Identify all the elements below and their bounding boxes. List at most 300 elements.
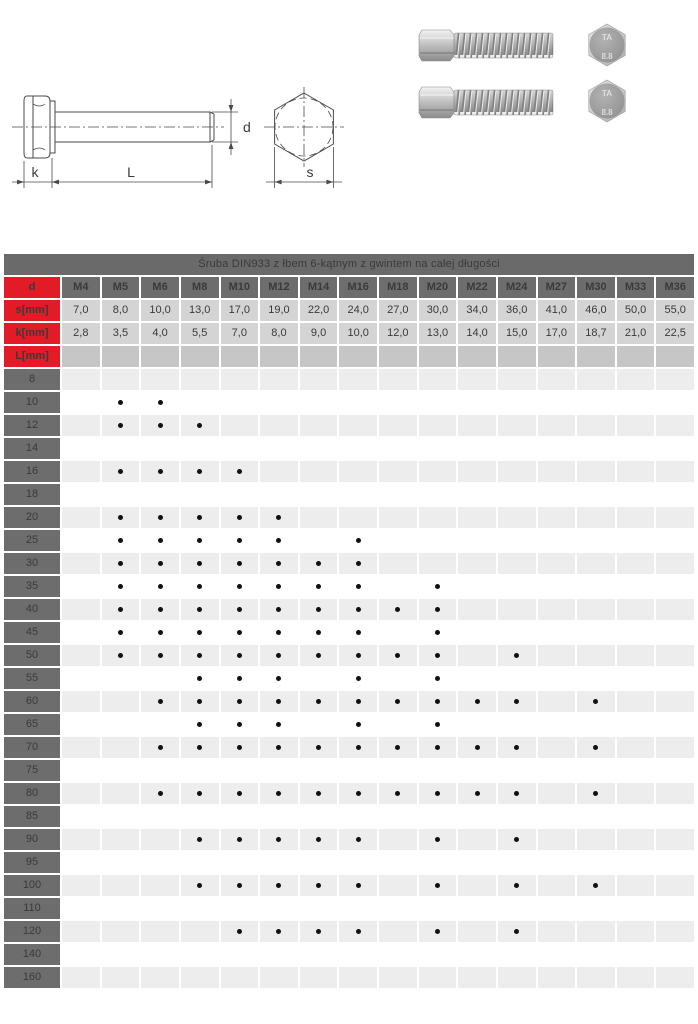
avail-cell-14-M36 (656, 438, 694, 459)
availability-dot (435, 607, 440, 612)
bolt-side-view-drawing (12, 96, 238, 188)
avail-cell-85-M10 (221, 806, 259, 827)
avail-cell-85-M14 (300, 806, 338, 827)
avail-cell-14-M22 (458, 438, 496, 459)
k-dimension-row (4, 323, 694, 344)
k-value-M4: 2,8 (62, 323, 100, 344)
avail-cell-16-M24 (498, 461, 536, 482)
avail-cell-160-M30 (577, 967, 615, 988)
avail-cell-75-M6 (141, 760, 179, 781)
avail-cell-8-M36 (656, 369, 694, 390)
avail-cell-10-M8 (181, 392, 219, 413)
length-row-8 (4, 369, 694, 390)
avail-cell-40-M16 (339, 599, 377, 620)
avail-cell-65-M20 (419, 714, 457, 735)
avail-cell-55-M14 (300, 668, 338, 689)
length-row-50 (4, 645, 694, 666)
avail-cell-160-M4 (62, 967, 100, 988)
k-row-label: k[mm] (4, 323, 60, 344)
avail-cell-8-M20 (419, 369, 457, 390)
availability-dot (593, 883, 598, 888)
l-spacer-M10 (221, 346, 259, 367)
length-label-110: 110 (4, 898, 60, 919)
avail-cell-16-M10 (221, 461, 259, 482)
k-value-M27: 17,0 (538, 323, 576, 344)
availability-dot (118, 653, 123, 658)
availability-dot (475, 791, 480, 796)
avail-cell-30-M30 (577, 553, 615, 574)
avail-cell-70-M20 (419, 737, 457, 758)
availability-dot (276, 929, 281, 934)
avail-cell-16-M27 (538, 461, 576, 482)
k-value-M8: 5,5 (181, 323, 219, 344)
length-row-65 (4, 714, 694, 735)
avail-cell-110-M16 (339, 898, 377, 919)
length-row-100 (4, 875, 694, 896)
avail-cell-140-M16 (339, 944, 377, 965)
avail-cell-35-M6 (141, 576, 179, 597)
col-header-d: d (4, 277, 60, 298)
avail-cell-40-M27 (538, 599, 576, 620)
avail-cell-80-M20 (419, 783, 457, 804)
avail-cell-95-M12 (260, 852, 298, 873)
s-value-M10: 17,0 (221, 300, 259, 321)
avail-cell-45-M4 (62, 622, 100, 643)
col-header-M4: M4 (62, 277, 100, 298)
s-value-M8: 13,0 (181, 300, 219, 321)
avail-cell-140-M14 (300, 944, 338, 965)
l-spacer-M6 (141, 346, 179, 367)
avail-cell-110-M24 (498, 898, 536, 919)
avail-cell-95-M8 (181, 852, 219, 873)
length-row-25 (4, 530, 694, 551)
avail-cell-14-M5 (102, 438, 140, 459)
avail-cell-20-M6 (141, 507, 179, 528)
avail-cell-70-M27 (538, 737, 576, 758)
avail-cell-10-M6 (141, 392, 179, 413)
avail-cell-16-M12 (260, 461, 298, 482)
avail-cell-10-M16 (339, 392, 377, 413)
availability-dot (158, 630, 163, 635)
length-label-100: 100 (4, 875, 60, 896)
avail-cell-10-M18 (379, 392, 417, 413)
avail-cell-100-M30 (577, 875, 615, 896)
availability-dot (237, 676, 242, 681)
col-header-M6: M6 (141, 277, 179, 298)
avail-cell-140-M30 (577, 944, 615, 965)
avail-cell-95-M24 (498, 852, 536, 873)
k-value-M6: 4,0 (141, 323, 179, 344)
avail-cell-55-M36 (656, 668, 694, 689)
col-header-M5: M5 (102, 277, 140, 298)
availability-dot (237, 607, 242, 612)
bolt-photo-head-2 (589, 80, 625, 122)
avail-cell-50-M16 (339, 645, 377, 666)
avail-cell-25-M27 (538, 530, 576, 551)
avail-cell-45-M33 (617, 622, 655, 643)
avail-cell-10-M12 (260, 392, 298, 413)
avail-cell-65-M5 (102, 714, 140, 735)
avail-cell-30-M12 (260, 553, 298, 574)
avail-cell-45-M8 (181, 622, 219, 643)
col-header-M10: M10 (221, 277, 259, 298)
avail-cell-16-M5 (102, 461, 140, 482)
k-value-M36: 22,5 (656, 323, 694, 344)
length-label-50: 50 (4, 645, 60, 666)
avail-cell-100-M4 (62, 875, 100, 896)
k-value-M14: 9,0 (300, 323, 338, 344)
avail-cell-20-M33 (617, 507, 655, 528)
avail-cell-100-M8 (181, 875, 219, 896)
avail-cell-12-M33 (617, 415, 655, 436)
l-spacer-M16 (339, 346, 377, 367)
avail-cell-25-M18 (379, 530, 417, 551)
avail-cell-140-M24 (498, 944, 536, 965)
avail-cell-60-M12 (260, 691, 298, 712)
size-table-section (0, 252, 698, 990)
avail-cell-95-M22 (458, 852, 496, 873)
avail-cell-18-M20 (419, 484, 457, 505)
avail-cell-140-M8 (181, 944, 219, 965)
availability-dot (276, 607, 281, 612)
avail-cell-25-M4 (62, 530, 100, 551)
bolt-photo-head-1 (589, 24, 625, 66)
availability-dot (356, 929, 361, 934)
s-row-label: s[mm] (4, 300, 60, 321)
avail-cell-70-M18 (379, 737, 417, 758)
s-value-M27: 41,0 (538, 300, 576, 321)
availability-dot (197, 423, 202, 428)
din933-dimension-table (2, 252, 696, 990)
avail-cell-55-M12 (260, 668, 298, 689)
length-row-18 (4, 484, 694, 505)
s-value-M36: 55,0 (656, 300, 694, 321)
availability-dot (197, 837, 202, 842)
length-label-12: 12 (4, 415, 60, 436)
avail-cell-40-M36 (656, 599, 694, 620)
availability-dot (276, 745, 281, 750)
availability-dot (276, 561, 281, 566)
availability-dot (435, 699, 440, 704)
avail-cell-35-M10 (221, 576, 259, 597)
availability-dot (593, 745, 598, 750)
avail-cell-110-M6 (141, 898, 179, 919)
table-title-row (4, 254, 694, 275)
k-value-M10: 7,0 (221, 323, 259, 344)
availability-dot (237, 722, 242, 727)
availability-dot (395, 699, 400, 704)
avail-cell-12-M8 (181, 415, 219, 436)
avail-cell-8-M6 (141, 369, 179, 390)
l-spacer-M24 (498, 346, 536, 367)
avail-cell-40-M22 (458, 599, 496, 620)
avail-cell-14-M10 (221, 438, 259, 459)
avail-cell-40-M4 (62, 599, 100, 620)
avail-cell-65-M22 (458, 714, 496, 735)
avail-cell-12-M27 (538, 415, 576, 436)
avail-cell-12-M4 (62, 415, 100, 436)
l-spacer-M8 (181, 346, 219, 367)
availability-dot (118, 423, 123, 428)
avail-cell-140-M18 (379, 944, 417, 965)
l-row-label: L[mm] (4, 346, 60, 367)
avail-cell-50-M12 (260, 645, 298, 666)
avail-cell-100-M10 (221, 875, 259, 896)
availability-dot (316, 745, 321, 750)
avail-cell-120-M8 (181, 921, 219, 942)
avail-cell-140-M33 (617, 944, 655, 965)
avail-cell-100-M12 (260, 875, 298, 896)
availability-dot (237, 561, 242, 566)
avail-cell-30-M24 (498, 553, 536, 574)
avail-cell-100-M24 (498, 875, 536, 896)
col-header-M12: M12 (260, 277, 298, 298)
avail-cell-95-M33 (617, 852, 655, 873)
availability-dot (514, 837, 519, 842)
length-label-20: 20 (4, 507, 60, 528)
availability-dot (118, 515, 123, 520)
head-marking-brand: TA (601, 33, 613, 42)
avail-cell-80-M30 (577, 783, 615, 804)
avail-cell-110-M27 (538, 898, 576, 919)
availability-dot (356, 837, 361, 842)
availability-dot (237, 515, 242, 520)
avail-cell-110-M22 (458, 898, 496, 919)
availability-dot (197, 791, 202, 796)
availability-dot (237, 791, 242, 796)
availability-dot (276, 883, 281, 888)
availability-dot (237, 837, 242, 842)
avail-cell-95-M36 (656, 852, 694, 873)
availability-dot (435, 676, 440, 681)
avail-cell-55-M30 (577, 668, 615, 689)
avail-cell-45-M24 (498, 622, 536, 643)
s-value-M6: 10,0 (141, 300, 179, 321)
avail-cell-10-M30 (577, 392, 615, 413)
s-value-M12: 19,0 (260, 300, 298, 321)
dim-label-d: d (243, 119, 251, 135)
avail-cell-50-M8 (181, 645, 219, 666)
avail-cell-18-M33 (617, 484, 655, 505)
avail-cell-80-M24 (498, 783, 536, 804)
avail-cell-50-M20 (419, 645, 457, 666)
avail-cell-70-M5 (102, 737, 140, 758)
availability-dot (197, 745, 202, 750)
avail-cell-65-M33 (617, 714, 655, 735)
avail-cell-30-M4 (62, 553, 100, 574)
availability-dot (158, 515, 163, 520)
avail-cell-18-M27 (538, 484, 576, 505)
avail-cell-20-M27 (538, 507, 576, 528)
avail-cell-14-M4 (62, 438, 100, 459)
avail-cell-60-M36 (656, 691, 694, 712)
length-row-55 (4, 668, 694, 689)
availability-dot (514, 929, 519, 934)
avail-cell-50-M5 (102, 645, 140, 666)
avail-cell-85-M20 (419, 806, 457, 827)
avail-cell-75-M33 (617, 760, 655, 781)
availability-dot (158, 561, 163, 566)
avail-cell-70-M10 (221, 737, 259, 758)
avail-cell-140-M27 (538, 944, 576, 965)
avail-cell-100-M20 (419, 875, 457, 896)
avail-cell-12-M14 (300, 415, 338, 436)
availability-dot (118, 469, 123, 474)
avail-cell-14-M14 (300, 438, 338, 459)
avail-cell-160-M20 (419, 967, 457, 988)
availability-dot (158, 400, 163, 405)
avail-cell-70-M16 (339, 737, 377, 758)
avail-cell-90-M12 (260, 829, 298, 850)
avail-cell-140-M20 (419, 944, 457, 965)
avail-cell-14-M16 (339, 438, 377, 459)
head-marking-brand: TA (601, 89, 613, 98)
length-label-8: 8 (4, 369, 60, 390)
availability-dot (118, 561, 123, 566)
availability-dot (395, 653, 400, 658)
availability-dot (435, 653, 440, 658)
table-title: Śruba DIN933 z łbem 6-kątnym z gwintem na całej długości (4, 254, 694, 275)
s-value-M16: 24,0 (339, 300, 377, 321)
avail-cell-60-M22 (458, 691, 496, 712)
avail-cell-100-M14 (300, 875, 338, 896)
length-label-16: 16 (4, 461, 60, 482)
length-label-18: 18 (4, 484, 60, 505)
avail-cell-30-M20 (419, 553, 457, 574)
avail-cell-85-M4 (62, 806, 100, 827)
avail-cell-25-M8 (181, 530, 219, 551)
avail-cell-35-M16 (339, 576, 377, 597)
avail-cell-20-M22 (458, 507, 496, 528)
avail-cell-90-M5 (102, 829, 140, 850)
avail-cell-60-M24 (498, 691, 536, 712)
avail-cell-120-M10 (221, 921, 259, 942)
avail-cell-80-M12 (260, 783, 298, 804)
avail-cell-45-M12 (260, 622, 298, 643)
availability-dot (276, 722, 281, 727)
length-label-90: 90 (4, 829, 60, 850)
avail-cell-12-M30 (577, 415, 615, 436)
avail-cell-75-M36 (656, 760, 694, 781)
availability-dot (475, 699, 480, 704)
availability-dot (316, 630, 321, 635)
availability-dot (197, 607, 202, 612)
avail-cell-70-M8 (181, 737, 219, 758)
avail-cell-90-M30 (577, 829, 615, 850)
avail-cell-85-M16 (339, 806, 377, 827)
avail-cell-140-M10 (221, 944, 259, 965)
avail-cell-160-M5 (102, 967, 140, 988)
availability-dot (276, 653, 281, 658)
avail-cell-120-M16 (339, 921, 377, 942)
avail-cell-100-M16 (339, 875, 377, 896)
avail-cell-100-M27 (538, 875, 576, 896)
avail-cell-160-M36 (656, 967, 694, 988)
avail-cell-20-M16 (339, 507, 377, 528)
avail-cell-30-M22 (458, 553, 496, 574)
avail-cell-50-M36 (656, 645, 694, 666)
avail-cell-25-M33 (617, 530, 655, 551)
avail-cell-35-M22 (458, 576, 496, 597)
availability-dot (158, 607, 163, 612)
availability-dot (356, 538, 361, 543)
availability-dot (514, 745, 519, 750)
avail-cell-50-M24 (498, 645, 536, 666)
availability-dot (197, 722, 202, 727)
k-value-M20: 13,0 (419, 323, 457, 344)
avail-cell-20-M14 (300, 507, 338, 528)
availability-dot (356, 791, 361, 796)
bolt-technical-drawing-svg (0, 0, 698, 252)
availability-dot (316, 929, 321, 934)
avail-cell-16-M6 (141, 461, 179, 482)
avail-cell-85-M8 (181, 806, 219, 827)
avail-cell-85-M27 (538, 806, 576, 827)
avail-cell-65-M36 (656, 714, 694, 735)
length-row-70 (4, 737, 694, 758)
avail-cell-55-M22 (458, 668, 496, 689)
avail-cell-110-M36 (656, 898, 694, 919)
avail-cell-160-M27 (538, 967, 576, 988)
avail-cell-60-M27 (538, 691, 576, 712)
avail-cell-18-M24 (498, 484, 536, 505)
avail-cell-30-M8 (181, 553, 219, 574)
availability-dot (514, 791, 519, 796)
availability-dot (237, 745, 242, 750)
avail-cell-35-M33 (617, 576, 655, 597)
l-spacer-M5 (102, 346, 140, 367)
avail-cell-12-M6 (141, 415, 179, 436)
avail-cell-40-M20 (419, 599, 457, 620)
avail-cell-8-M22 (458, 369, 496, 390)
avail-cell-55-M27 (538, 668, 576, 689)
avail-cell-35-M12 (260, 576, 298, 597)
availability-dot (514, 699, 519, 704)
avail-cell-25-M30 (577, 530, 615, 551)
availability-dot (276, 538, 281, 543)
avail-cell-14-M24 (498, 438, 536, 459)
length-label-55: 55 (4, 668, 60, 689)
availability-dot (237, 584, 242, 589)
avail-cell-14-M18 (379, 438, 417, 459)
avail-cell-90-M16 (339, 829, 377, 850)
availability-dot (316, 837, 321, 842)
avail-cell-25-M14 (300, 530, 338, 551)
avail-cell-120-M20 (419, 921, 457, 942)
avail-cell-90-M10 (221, 829, 259, 850)
l-spacer-M30 (577, 346, 615, 367)
avail-cell-60-M33 (617, 691, 655, 712)
length-row-90 (4, 829, 694, 850)
avail-cell-55-M5 (102, 668, 140, 689)
avail-cell-30-M27 (538, 553, 576, 574)
avail-cell-30-M33 (617, 553, 655, 574)
avail-cell-160-M22 (458, 967, 496, 988)
availability-dot (316, 607, 321, 612)
k-value-M12: 8,0 (260, 323, 298, 344)
availability-dot (276, 837, 281, 842)
avail-cell-95-M16 (339, 852, 377, 873)
length-label-60: 60 (4, 691, 60, 712)
col-header-M30: M30 (577, 277, 615, 298)
avail-cell-8-M14 (300, 369, 338, 390)
avail-cell-35-M24 (498, 576, 536, 597)
s-value-M14: 22,0 (300, 300, 338, 321)
avail-cell-45-M18 (379, 622, 417, 643)
avail-cell-80-M27 (538, 783, 576, 804)
avail-cell-65-M16 (339, 714, 377, 735)
avail-cell-18-M4 (62, 484, 100, 505)
